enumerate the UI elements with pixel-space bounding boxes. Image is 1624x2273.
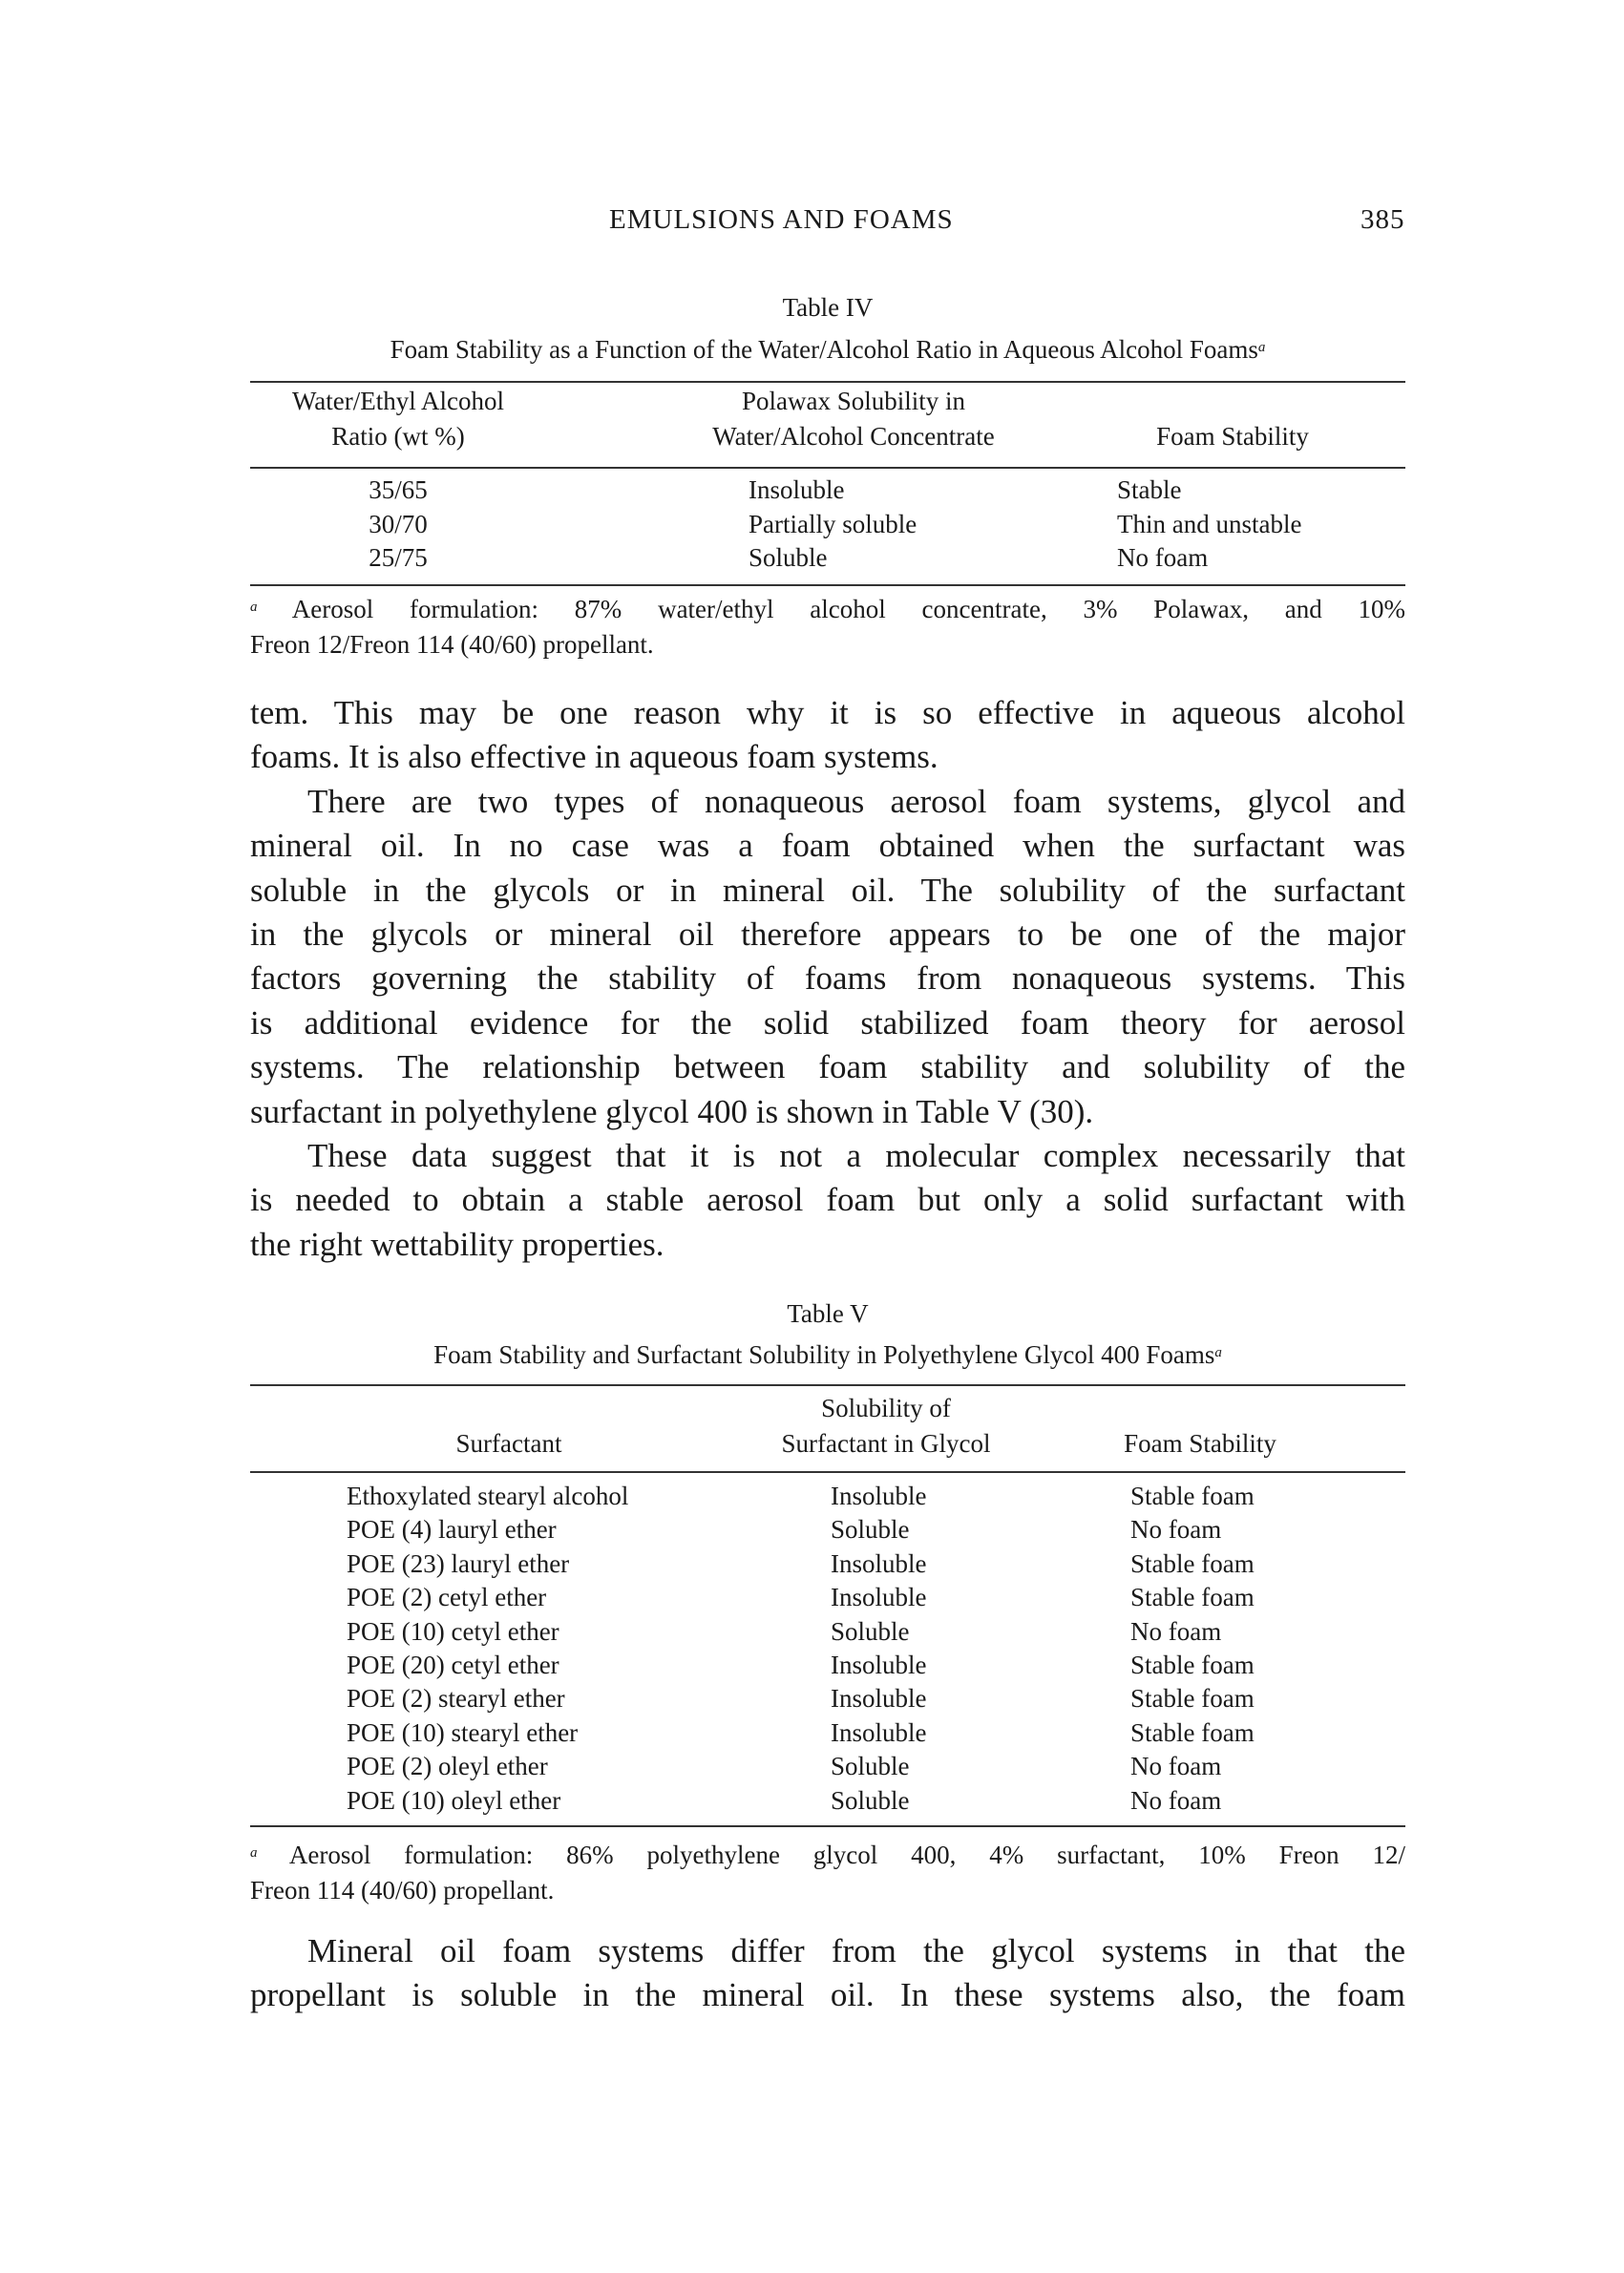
body-text (250, 691, 1405, 1267)
table-cell: Ethoxylated stearyl alcohol (347, 1482, 629, 1510)
column-header: Surfactant (455, 1429, 562, 1458)
paragraph-line: propellant is soluble in the mineral oil. In these systems also, the foam (250, 1976, 1405, 2014)
paragraph-line: in the glycols or mineral oil therefore appears to be one of the major (250, 916, 1405, 954)
paragraph-line: tem. This may be one reason why it is so effective in aqueous alcohol (250, 694, 1405, 731)
table-cell: Stable foam (1130, 1717, 1255, 1747)
table-cell: No foam (1130, 1752, 1222, 1781)
column-header: Polawax Solubility in (741, 387, 966, 415)
footnote-text: Aerosol formulation: 86% polyethylene glycol 400, 4% surfactant, 10% Freon 12/ (288, 1841, 1405, 1869)
paragraph-line: the right wettability properties. (250, 1225, 664, 1263)
table-cell: Insoluble (749, 475, 845, 504)
table-cell: Insoluble (831, 1651, 927, 1679)
footnote-line (250, 592, 1405, 627)
table-cell: POE (20) cetyl ether (347, 1651, 559, 1679)
table-cell: Soluble (831, 1515, 910, 1545)
table-cell: No foam (1117, 543, 1209, 572)
table-cell: Stable (1117, 475, 1182, 504)
table-cell: Stable foam (1130, 1684, 1255, 1714)
paragraph-line: factors governing the stability of foams from nonaqueous systems. This (250, 959, 1405, 998)
table-cell: Stable foam (1130, 1548, 1255, 1578)
table-cell: No foam (1130, 1515, 1222, 1545)
table-cell: Soluble (831, 1616, 910, 1646)
table-cell: 25/75 (369, 543, 428, 572)
table-cell: Stable foam (1130, 1651, 1255, 1679)
table-cell: Soluble (831, 1752, 910, 1781)
page-number: 385 (1360, 204, 1405, 235)
footnote-text: Aerosol formulation: 87% water/ethyl alcohol concentrate, 3% Polawax, and 10% (291, 595, 1406, 623)
table-cell: POE (4) lauryl ether (347, 1515, 557, 1545)
footnote-mark: a (250, 600, 258, 615)
paragraph-line: soluble in the glycols or in mineral oil. The solubility of the surfactant (250, 871, 1405, 909)
paragraph-line: mineral oil. In no case was a foam obtained when the surfactant was (250, 827, 1405, 865)
caption-text: Foam Stability and Surfactant Solubility in Polyethylene Glycol 400 Foams (433, 1340, 1215, 1369)
table-cell: POE (2) oleyl ether (347, 1752, 548, 1781)
table-rule-bottom (250, 584, 1405, 586)
table-cell: Stable foam (1130, 1482, 1255, 1510)
running-header-title: EMULSIONS AND FOAMS (609, 204, 954, 235)
table-cell: No foam (1130, 1616, 1222, 1646)
table-rule-header (250, 1471, 1405, 1473)
caption-text: Foam Stability as a Function of the Water/Alcohol Ratio in Aqueous Alcohol Foams (390, 335, 1258, 364)
footnote-line: Freon 12/Freon 114 (40/60) propellant. (250, 630, 654, 659)
table-cell: POE (10) cetyl ether (347, 1616, 559, 1646)
table-footnote (250, 592, 1405, 663)
table-cell: Partially soluble (749, 509, 917, 538)
table-cell: Thin and unstable (1117, 509, 1302, 538)
column-header: Solubility of (821, 1394, 951, 1422)
table-label: Table V (787, 1299, 869, 1328)
table-cell: 30/70 (369, 509, 428, 538)
table-caption (250, 1338, 1405, 1372)
table-rule-bottom (250, 1825, 1405, 1827)
paragraph-line: surfactant in polyethylene glycol 400 is shown in Table V (30). (250, 1092, 1094, 1130)
table-rule-header (250, 467, 1405, 469)
table-footnote (250, 1838, 1405, 1908)
footnote-line: Freon 114 (40/60) propellant. (250, 1876, 555, 1905)
footnote-line (250, 1838, 1405, 1873)
column-header: Water/Ethyl Alcohol (291, 387, 505, 415)
column-header: Surfactant in Glycol (781, 1429, 991, 1458)
table-cell: POE (2) stearyl ether (347, 1684, 565, 1714)
table-cell: POE (23) lauryl ether (347, 1548, 570, 1578)
footnote-mark: a (1257, 340, 1266, 355)
paragraph-line: Mineral oil foam systems differ from the glycol systems in that the (307, 1932, 1405, 1969)
table-cell: 35/65 (369, 475, 428, 504)
table-cell: Insoluble (831, 1548, 927, 1578)
paragraph-line: systems. The relationship between foam stability and solubility of the (250, 1048, 1405, 1086)
table-caption (250, 333, 1405, 367)
column-header: Foam Stability (1124, 1429, 1276, 1458)
paragraph-line: foams. It is also effective in aqueous foam systems. (250, 738, 939, 776)
table-cell: POE (2) cetyl ether (347, 1583, 547, 1612)
table-cell: Insoluble (831, 1482, 927, 1510)
table-cell: Soluble (831, 1785, 910, 1815)
table-cell: Soluble (749, 543, 828, 572)
footnote-mark: a (250, 1845, 258, 1861)
table-cell: Stable foam (1130, 1583, 1255, 1612)
table-rule-top (250, 381, 1405, 383)
column-header: Ratio (wt %) (331, 422, 465, 451)
paragraph-line: is needed to obtain a stable aerosol foam but only a solid surfactant with (250, 1181, 1405, 1219)
table-cell: POE (10) stearyl ether (347, 1717, 579, 1747)
column-header: Foam Stability (1156, 422, 1309, 451)
paragraph-line: These data suggest that it is not a molecular complex necessarily that (307, 1137, 1405, 1175)
table-cell: No foam (1130, 1785, 1222, 1815)
paragraph-line: There are two types of nonaqueous aerosol foam systems, glycol and (307, 782, 1405, 820)
paragraph-line: is additional evidence for the solid stabilized foam theory for aerosol (250, 1003, 1405, 1042)
footnote-mark: a (1214, 1345, 1222, 1360)
table-cell: Insoluble (831, 1684, 927, 1714)
table-cell: POE (10) oleyl ether (347, 1785, 561, 1815)
table-label: Table IV (782, 293, 874, 322)
column-header: Water/Alcohol Concentrate (712, 422, 995, 451)
table-rule-top (250, 1384, 1405, 1386)
closing-paragraph (250, 1929, 1405, 2018)
table-cell: Insoluble (831, 1583, 927, 1612)
table-cell: Insoluble (831, 1717, 927, 1747)
